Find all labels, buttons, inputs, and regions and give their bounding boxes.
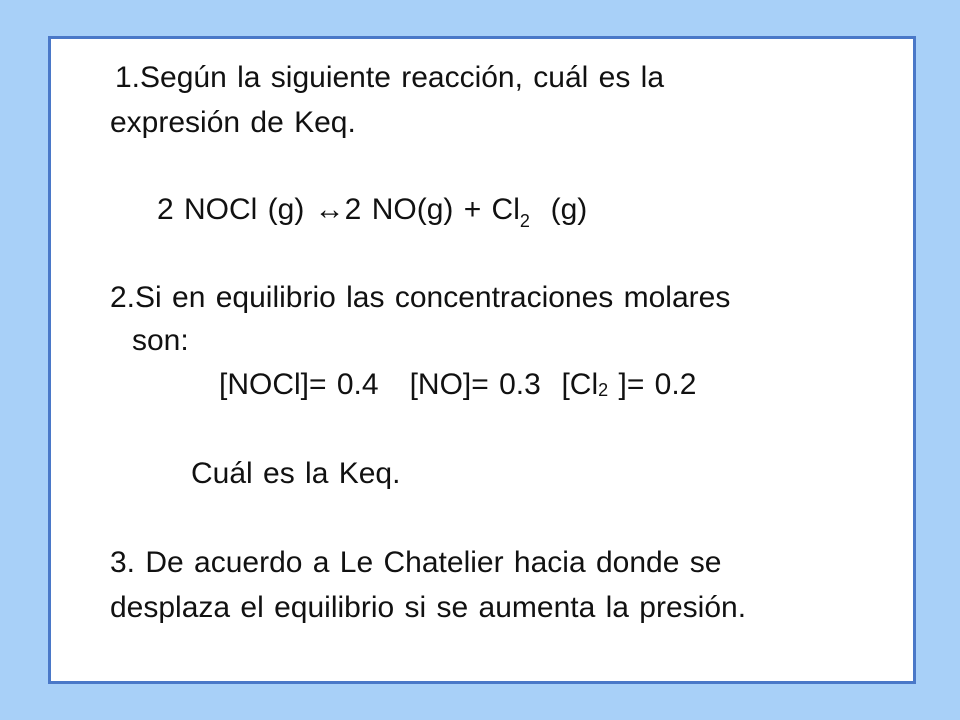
question-2-line-1: 2.Si en equilibrio las concentraciones molares [110,281,731,314]
reaction-subscript: 2 [519,211,530,231]
slide-panel [48,36,916,684]
reaction-equation [157,193,587,230]
question-3-line-2: desplaza el equilibrio si se aumenta la presión. [110,591,747,624]
concentrations-left: [NOCl]= 0.4 [NO]= 0.3 [Cl [219,368,599,401]
concentrations [219,368,696,405]
reaction-left: 2 NOCl (g) ↔2 NO(g) + Cl [157,193,520,226]
concentrations-right: ]= 0.2 [608,368,697,401]
question-1-line-2: expresión de Keq. [110,106,356,139]
question-1-line-1: 1.Según la siguiente reacción, cuál es la [115,61,665,94]
question-2-line-2: son: [132,324,189,357]
question-3-line-1: 3. De acuerdo a Le Chatelier hacia donde se [110,546,722,579]
concentrations-subscript: 2 [598,380,609,400]
reaction-right: (g) [529,193,588,226]
keq-question: Cuál es la Keq. [191,457,401,490]
